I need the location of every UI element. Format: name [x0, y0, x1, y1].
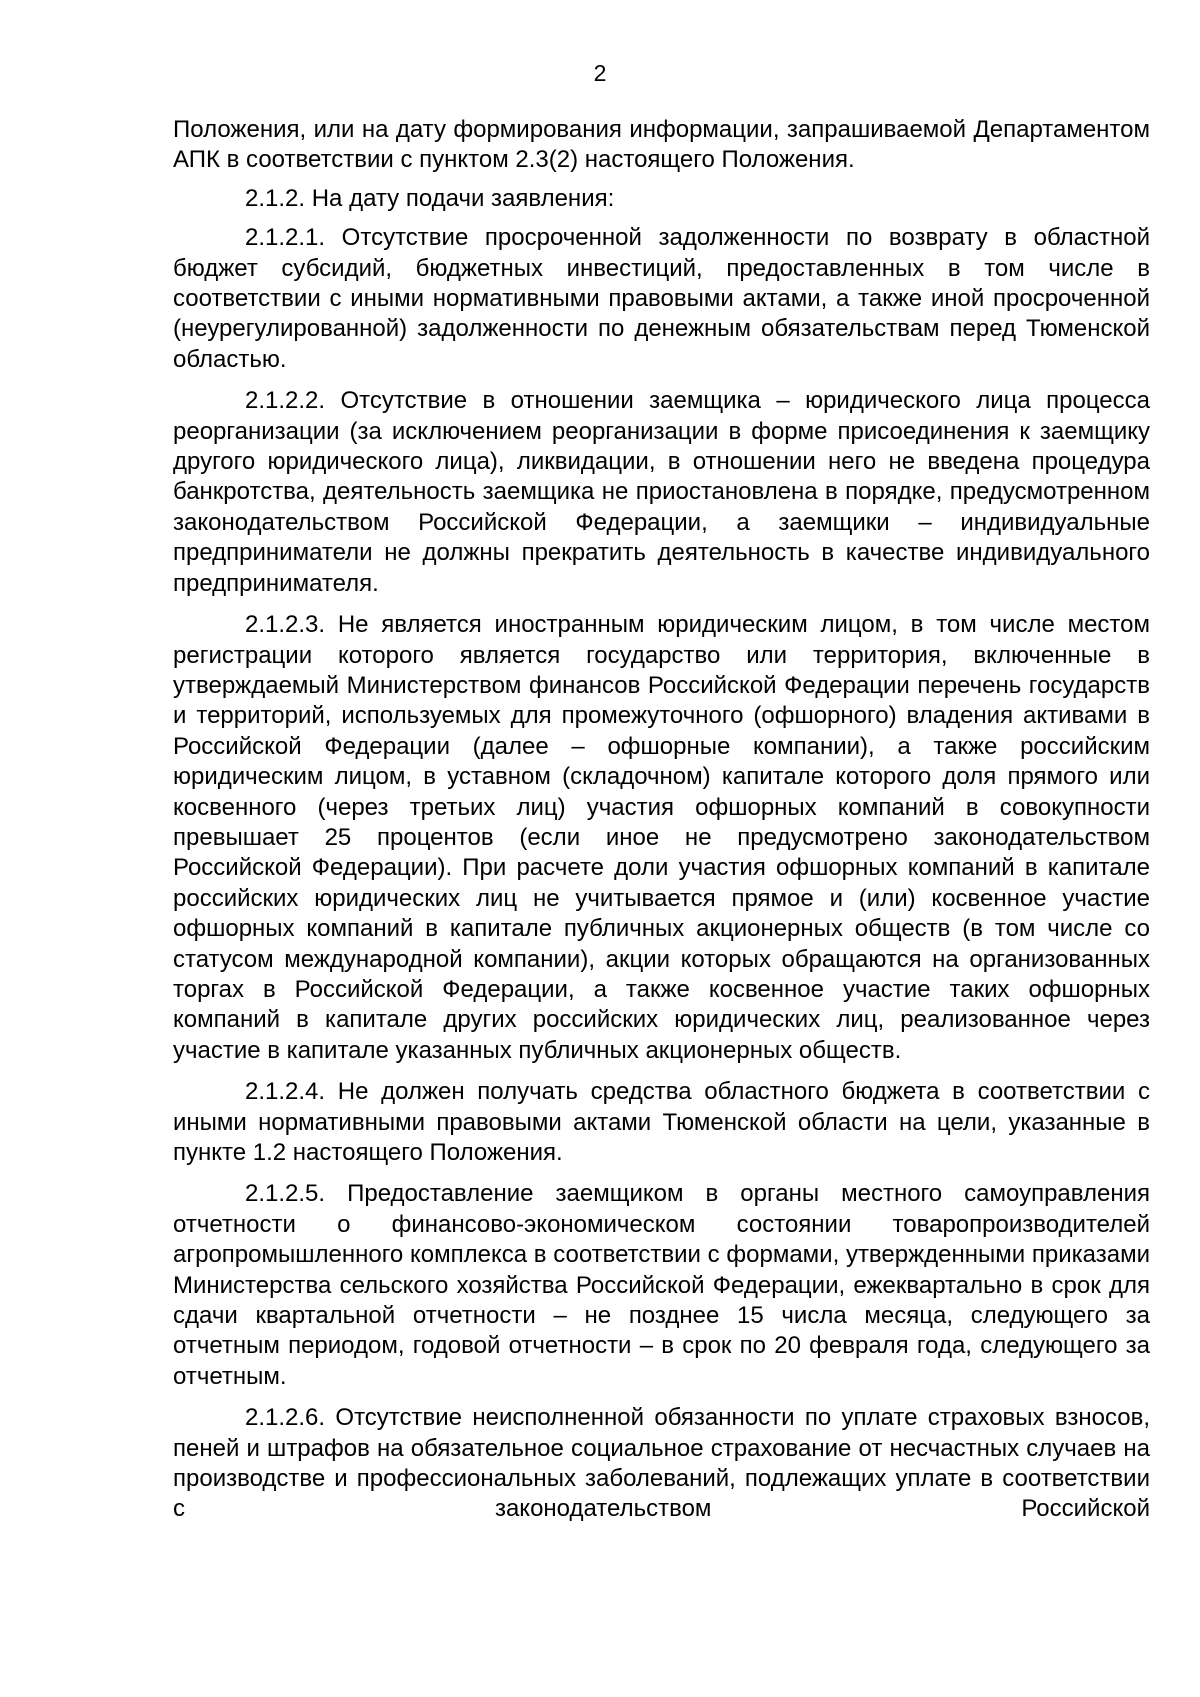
document-body — [173, 115, 1150, 1525]
paragraph-2-1-2-2: 2.1.2.2. Отсутствие в отношении заемщика – юридического лица процесса реорганизации (за исключением реорганизации в форме присоединения к заемщику другого юридического лица), ликвидации, в отношении него не введена процедура банкротства, деятельность заемщика не приостановлена в порядке, предусмотренном законодательством Российской Федерации, а заемщики – индивидуальные предприниматели не должны прекратить деятельность в качестве индивидуального предпринимателя. — [173, 387, 1150, 597]
paragraph-2-1-2-6: 2.1.2.6. Отсутствие неисполненной обязанности по уплате страховых взносов, пеней и штрафов на обязательное социальное страхование от несчастных случаев на производстве и профессиональных заболеваний, подлежащих уплате в соответствии с законодательством Российской — [173, 1404, 1150, 1523]
paragraph-2-1-2-5: 2.1.2.5. Предоставление заемщиком в органы местного самоуправления отчетности о финансово-экономическом состоянии товаропроизводителей агропромышленного комплекса в соответствии с формами, утвержденными приказами Министерства сельского хозяйства Российской Федерации, ежеквартально в срок для сдачи квартальной отчетности – не позднее 15 числа месяца, следующего за отчетным периодом, годовой отчетности – в срок по 20 февраля года, следующего за отчетным. — [173, 1180, 1150, 1390]
page-number: 2 — [593, 60, 607, 86]
paragraph-2-1-2: 2.1.2. На дату подачи заявления: — [245, 184, 615, 212]
paragraph-2-1-2-3: 2.1.2.3. Не является иностранным юридическим лицом, в том числе местом регистрации которого является государство или территория, включенные в утверждаемый Министерством финансов Российской Федерации перечень государств и территорий, используемых для промежуточного (офшорного) владения активами в Российской Федерации (далее – офшорные компании), а также российским юридическим лицом, в уставном (складочном) капитале которого доля прямого или косвенного (через третьих лиц) участия офшорных компаний в совокупности превышает 25 процентов (если иное не предусмотрено законодательством Российской Федерации). При расчете доли участия офшорных компаний в капитале российских юридических лиц не учитывается прямое и (или) косвенное участие офшорных компаний в капитале публичных акционерных обществ (в том числе со статусом международной компании), акции которых обращаются на организованных торгах в Российской Федерации, а также косвенное участие таких офшорных компаний в капитале других российских юридических лиц, реализованное через участие в капитале указанных публичных акционерных обществ. — [173, 611, 1150, 1064]
paragraph-continuation: Положения, или на дату формирования информации, запрашиваемой Департаментом АПК в соответствии с пунктом 2.3(2) настоящего Положения. — [173, 116, 1150, 174]
paragraph-2-1-2-1: 2.1.2.1. Отсутствие просроченной задолженности по возврату в областной бюджет субсидий, бюджетных инвестиций, предоставленных в том числе в соответствии с иными нормативными правовыми актами, а также иной просроченной (неурегулированной) задолженности по денежным обязательствам перед Тюменской областью. — [173, 224, 1150, 373]
paragraph-2-1-2-4: 2.1.2.4. Не должен получать средства областного бюджета в соответствии с иными нормативными правовыми актами Тюменской области на цели, указанные в пункте 1.2 настоящего Положения. — [173, 1078, 1150, 1166]
